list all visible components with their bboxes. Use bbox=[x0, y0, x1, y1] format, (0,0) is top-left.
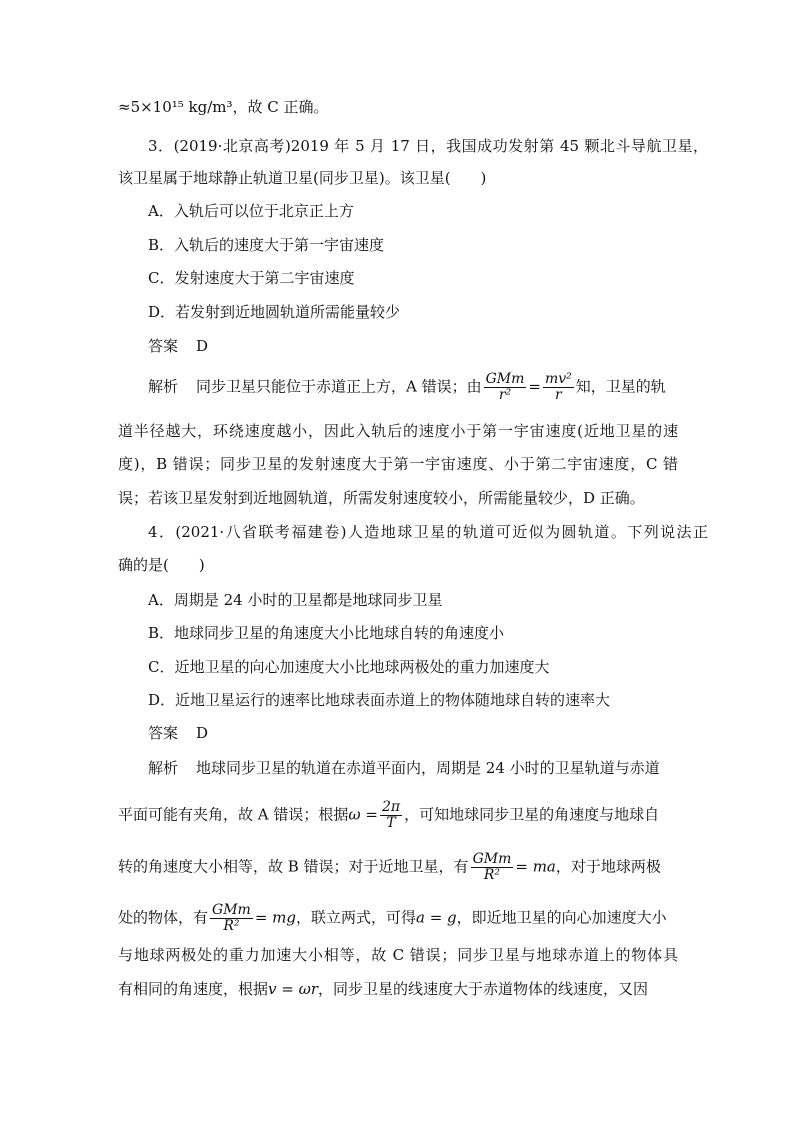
question-3-analysis-line1 bbox=[148, 372, 708, 403]
question-4-analysis-line5: 与地球两极处的重力加速大小相等，故 C 错误；同步卫星与地球赤道上的物体具 bbox=[118, 946, 678, 964]
formula-mg: = mg bbox=[254, 908, 296, 927]
question-3-stem-line2: 该卫星属于地球静止轨道卫星(同步卫星)。该卫星( ) bbox=[118, 169, 487, 187]
question-3-analysis-line4: 误；若该卫星发射到近地圆轨道，所需发射速度较小，所需能量较少，D 正确。 bbox=[118, 489, 645, 507]
formula-omega: ω = bbox=[348, 805, 378, 824]
analysis-text: 同步卫星只能位于赤道正上方，A 错误；由 bbox=[196, 377, 482, 396]
analysis-text-end: 知，卫星的轨 bbox=[575, 377, 666, 396]
analysis-text-end: ，即近地卫星的向心加速度大小 bbox=[456, 908, 667, 927]
analysis-text-end: ，对于地球两极 bbox=[555, 857, 661, 876]
question-4-option-b: B．地球同步卫星的角速度大小比地球自转的角速度小 bbox=[148, 624, 505, 642]
formula-ma: = ma bbox=[515, 857, 556, 876]
formula-centripetal-fraction: $\frac{\text{mv²}}{r}$ bbox=[545, 371, 572, 403]
question-4-analysis-line1 bbox=[148, 758, 708, 778]
formula-pole-fraction: $\frac{\text{GMm}}{\text{R²}}$ bbox=[212, 902, 251, 934]
analysis-text: 地球同步卫星的轨道在赤道平面内，周期是 24 小时的卫星轨道与赤道 bbox=[196, 759, 660, 777]
formula-equals: = bbox=[528, 377, 541, 396]
analysis-text: 有相同的角速度，根据 bbox=[118, 980, 269, 998]
question-4-option-c: C．近地卫星的向心加速度大小比地球两极处的重力加速度大 bbox=[148, 658, 550, 676]
question-4-option-a: A．周期是 24 小时的卫星都是地球同步卫星 bbox=[148, 591, 443, 609]
question-4-analysis-line4 bbox=[118, 903, 678, 934]
question-3-option-a: A．入轨后可以位于北京正上方 bbox=[148, 202, 354, 220]
question-3-analysis-line3: 度)，B 错误；同步卫星的发射速度大于第一宇宙速度、小于第二宇宙速度，C 错 bbox=[118, 455, 678, 473]
analysis-label: 解析 bbox=[148, 759, 179, 777]
question-4-option-d: D．近地卫星运行的速率比地球表面赤道上的物体随地球自转的速率大 bbox=[148, 691, 611, 709]
analysis-text-end: ，同步卫星的线速度大于赤道物体的线速度，又因 bbox=[318, 980, 649, 998]
formula-v-omega-r: v = ωr bbox=[268, 980, 318, 998]
line-density-conclusion: ≈5×10¹⁵ kg/m³，故 C 正确。 bbox=[118, 98, 329, 116]
question-3-answer bbox=[148, 336, 708, 356]
analysis-text: 平面可能有夹角，故 A 错误；根据 bbox=[118, 805, 349, 824]
analysis-label: 解析 bbox=[148, 377, 179, 396]
question-3-analysis-line2: 道半径越大，环绕速度越小，因此入轨后的速度小于第一宇宙速度(近地卫星的速 bbox=[118, 422, 678, 440]
analysis-text: 转的角速度大小相等，故 B 错误；对于近地卫星，有 bbox=[118, 857, 469, 876]
question-3-option-c: C．发射速度大于第二宇宙速度 bbox=[148, 269, 355, 287]
answer-label: 答案 bbox=[148, 724, 179, 742]
formula-near-earth-fraction: $\frac{\text{GMm}}{\text{R²}}$ bbox=[472, 851, 512, 883]
question-3-option-b: B．入轨后的速度大于第一宇宙速度 bbox=[148, 236, 385, 254]
question-4-analysis-line6 bbox=[118, 979, 678, 999]
analysis-text-mid: ，联立两式，可得 bbox=[295, 908, 416, 927]
question-3-option-d: D．若发射到近地圆轨道所需能量较少 bbox=[148, 303, 401, 321]
analysis-text-end: ，可知地球同步卫星的角速度与地球自 bbox=[404, 805, 660, 824]
answer-value: D bbox=[196, 337, 209, 355]
answer-label: 答案 bbox=[148, 337, 179, 355]
formula-omega-fraction: $\frac{2\pi}{T}$ bbox=[381, 799, 401, 831]
question-4-stem-line1: 4．(2021·八省联考福建卷)人造地球卫星的轨道可近似为圆轨道。下列说法正 bbox=[148, 523, 708, 541]
question-4-answer bbox=[148, 723, 708, 743]
answer-value: D bbox=[196, 724, 209, 742]
formula-gravity-fraction: $\frac{\text{GMm}}{\text{r²}}$ bbox=[485, 371, 525, 403]
question-3-stem-line1: 3．(2019·北京高考)2019 年 5 月 17 日，我国成功发射第 45 颗北斗导航卫星， bbox=[148, 137, 708, 155]
question-4-analysis-line2 bbox=[118, 800, 678, 831]
formula-a-equals-g: a = g bbox=[416, 908, 457, 927]
question-4-analysis-line3 bbox=[118, 852, 678, 883]
question-4-stem-line2: 确的是( ) bbox=[118, 556, 205, 574]
analysis-text: 处的物体，有 bbox=[118, 908, 209, 927]
